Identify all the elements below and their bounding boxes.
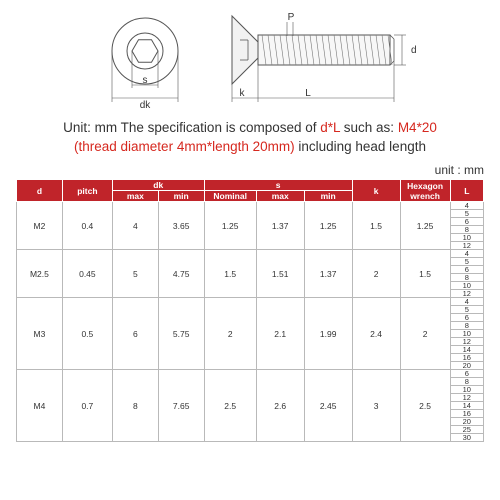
- spec-table-body: [17, 202, 484, 442]
- table-row: [17, 250, 484, 258]
- cell-length: 4: [450, 250, 483, 258]
- cell-length: 8: [450, 322, 483, 330]
- cell-d: M4: [17, 370, 63, 442]
- head-top-view: [112, 18, 178, 102]
- cell-length: 5: [450, 210, 483, 218]
- cell-length: 6: [450, 266, 483, 274]
- table-row: [17, 370, 484, 378]
- cell-length: 8: [450, 226, 483, 234]
- cell-length: 10: [450, 386, 483, 394]
- cell-dk-min: 4.75: [158, 250, 204, 298]
- screw-technical-drawing: [0, 0, 500, 110]
- cell-s-nominal: 2: [204, 298, 256, 370]
- cell-hex: 1.5: [400, 250, 450, 298]
- cell-length: 10: [450, 234, 483, 242]
- cell-length: 20: [450, 418, 483, 426]
- cell-s-nominal: 2.5: [204, 370, 256, 442]
- cell-length: 30: [450, 434, 483, 442]
- cell-dk-min: 7.65: [158, 370, 204, 442]
- cell-length: 16: [450, 410, 483, 418]
- cell-pitch: 0.5: [62, 298, 112, 370]
- cell-length: 20: [450, 362, 483, 370]
- cell-length: 10: [450, 282, 483, 290]
- cell-hex: 2.5: [400, 370, 450, 442]
- cell-length: 5: [450, 258, 483, 266]
- cell-s-max: 2.1: [256, 298, 304, 370]
- cell-d: M3: [17, 298, 63, 370]
- header-dk-min: min: [158, 191, 204, 202]
- screw-side-view: [232, 16, 394, 84]
- label-p: P: [287, 12, 295, 23]
- cell-length: 12: [450, 338, 483, 346]
- cell-s-min: 1.37: [304, 250, 352, 298]
- cell-length: 6: [450, 370, 483, 378]
- caption-line-1: [0, 118, 500, 138]
- cell-dk-max: 8: [112, 370, 158, 442]
- table-row: [17, 298, 484, 306]
- caption-suffix: including head length: [294, 139, 426, 154]
- header-pitch: pitch: [62, 180, 112, 202]
- cell-length: 8: [450, 274, 483, 282]
- cell-pitch: 0.4: [62, 202, 112, 250]
- cell-length: 6: [450, 218, 483, 226]
- table-row: [17, 202, 484, 210]
- spec-table: [16, 179, 484, 442]
- cell-length: 16: [450, 354, 483, 362]
- label-s: s: [142, 75, 148, 86]
- header-dk: dk: [112, 180, 204, 191]
- unit-note: unit : mm: [434, 163, 484, 177]
- header-hex-line2: wrench: [410, 190, 440, 201]
- cell-k: 2: [352, 250, 400, 298]
- cell-s-nominal: 1.25: [204, 202, 256, 250]
- cell-length: 5: [450, 306, 483, 314]
- cell-k: 3: [352, 370, 400, 442]
- caption-example: M4*20: [397, 120, 437, 135]
- cell-length: 14: [450, 402, 483, 410]
- cell-length: 12: [450, 290, 483, 298]
- cell-s-max: 1.51: [256, 250, 304, 298]
- cell-length: 8: [450, 378, 483, 386]
- cell-length: 4: [450, 202, 483, 210]
- cell-dk-min: 3.65: [158, 202, 204, 250]
- cell-s-min: 1.99: [304, 298, 352, 370]
- cell-length: 25: [450, 426, 483, 434]
- cell-dk-min: 5.75: [158, 298, 204, 370]
- label-d: d: [411, 45, 417, 56]
- cell-k: 2.4: [352, 298, 400, 370]
- caption-mid: such as:: [340, 120, 398, 135]
- cell-length: 4: [450, 298, 483, 306]
- cell-length: 10: [450, 330, 483, 338]
- header-hex-line1: Hexagon: [407, 180, 444, 191]
- caption-dl: d*L: [320, 120, 341, 135]
- header-dk-max: max: [112, 191, 158, 202]
- caption-line-2: [0, 137, 500, 157]
- label-dk: dk: [139, 100, 151, 110]
- cell-length: 12: [450, 394, 483, 402]
- cell-d: M2.5: [17, 250, 63, 298]
- cell-length: 12: [450, 242, 483, 250]
- header-d: d: [17, 180, 63, 202]
- header-row-1: [17, 180, 484, 191]
- cell-length: 6: [450, 314, 483, 322]
- cell-length: 14: [450, 346, 483, 354]
- cell-d: M2: [17, 202, 63, 250]
- cell-s-max: 2.6: [256, 370, 304, 442]
- cell-s-min: 2.45: [304, 370, 352, 442]
- header-s-min: min: [304, 191, 352, 202]
- cell-hex: 1.25: [400, 202, 450, 250]
- header-s-max: max: [256, 191, 304, 202]
- cell-pitch: 0.7: [62, 370, 112, 442]
- cell-hex: 2: [400, 298, 450, 370]
- header-s-nominal: Nominal: [204, 191, 256, 202]
- cell-dk-max: 5: [112, 250, 158, 298]
- header-hex-wrench: [400, 180, 450, 202]
- caption-prefix: Unit: mm The specification is composed of: [63, 120, 321, 135]
- cell-dk-max: 6: [112, 298, 158, 370]
- header-k: k: [352, 180, 400, 202]
- caption-thread-note: (thread diameter 4mm*length 20mm): [74, 139, 295, 154]
- header-s: s: [204, 180, 352, 191]
- header-l: L: [450, 180, 483, 202]
- cell-s-nominal: 1.5: [204, 250, 256, 298]
- cell-dk-max: 4: [112, 202, 158, 250]
- cell-pitch: 0.45: [62, 250, 112, 298]
- label-l: L: [305, 88, 311, 99]
- cell-s-max: 1.37: [256, 202, 304, 250]
- cell-k: 1.5: [352, 202, 400, 250]
- cell-s-min: 1.25: [304, 202, 352, 250]
- label-k: k: [239, 88, 245, 99]
